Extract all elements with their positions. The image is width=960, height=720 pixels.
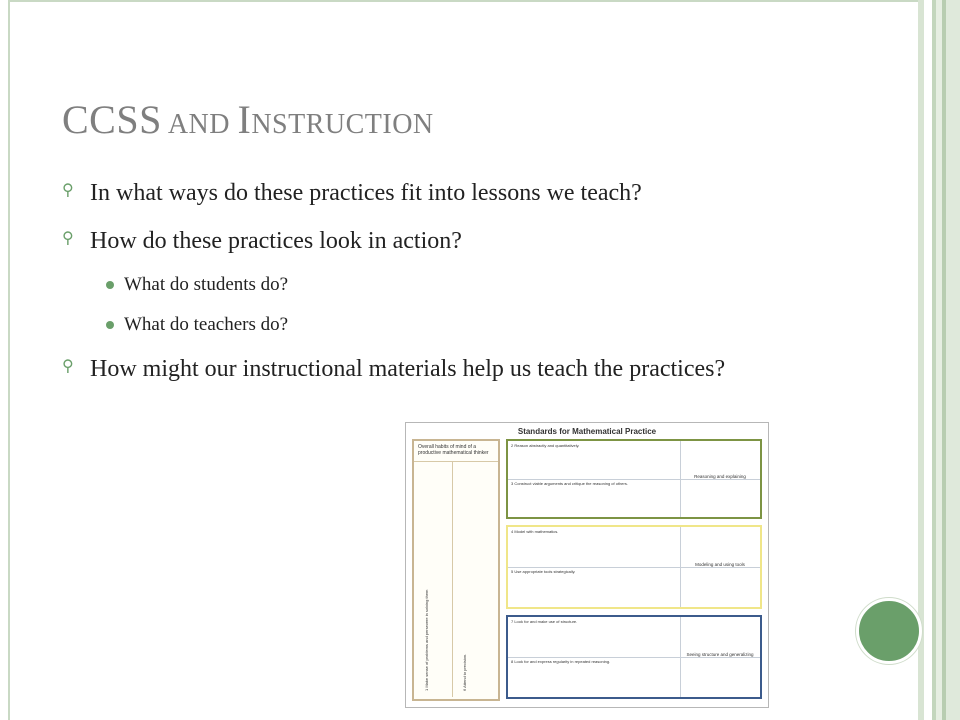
practice-item: 8 Look for and express regularity in repeated reasoning. [511, 658, 611, 664]
slide-left-border [8, 0, 10, 720]
habit-item: 6 Attend to precision. [462, 653, 467, 691]
practice-group [506, 525, 762, 609]
sub-bullet-item [62, 312, 802, 338]
group-label: Reasoning and explaining [694, 474, 746, 480]
divider [414, 461, 498, 462]
sub-bullet-text: What do teachers do? [124, 314, 289, 335]
habits-column [412, 439, 500, 701]
figure-title: Standards for Mathematical Practice [517, 427, 657, 436]
slide-title [62, 96, 434, 143]
bullet-marker-icon: ⚲ [62, 182, 74, 199]
title-part: CCSS [62, 97, 162, 142]
decor-circle [856, 598, 922, 664]
bullet-item [62, 224, 802, 258]
divider [452, 461, 453, 697]
sub-bullet-dot-icon [106, 281, 114, 289]
bullet-text: How might our instructional materials help us teach the practices? [90, 356, 726, 382]
title-part: NSTRUCTION [251, 109, 434, 140]
practice-group [506, 439, 762, 519]
group-label: Seeing structure and generalizing [686, 652, 754, 658]
sub-bullet-item [62, 272, 802, 298]
bullet-text: In what ways do these practices fit into lessons we teach? [90, 180, 642, 206]
divider [680, 441, 681, 517]
habit-item: 1 Make sense of problems and persevere in solving them [424, 589, 429, 691]
practice-item: 7 Look for and make use of structure. [511, 619, 578, 624]
sub-bullet-text: What do students do? [124, 274, 289, 295]
slide-top-border [8, 0, 920, 2]
bullet-item [62, 352, 802, 386]
decor-stripe [924, 0, 932, 720]
sub-bullet-dot-icon [106, 321, 114, 329]
bullet-item [62, 176, 802, 210]
title-part: I [237, 97, 252, 142]
group-label: Modeling and using tools [695, 562, 745, 568]
divider [680, 617, 681, 697]
bullet-text: How do these practices look in action? [90, 228, 462, 254]
title-part: AND [161, 109, 238, 140]
habits-heading: Overall habits of mind of a productive mathematical thinker [418, 444, 489, 456]
practice-item: 4 Model with mathematics. [511, 529, 559, 534]
bullet-list [62, 176, 802, 400]
bullet-marker-icon: ⚲ [62, 230, 74, 247]
practice-item: 5 Use appropriate tools strategically. [511, 568, 576, 574]
practices-figure [405, 422, 769, 708]
bullet-marker-icon: ⚲ [62, 358, 74, 375]
decor-stripe [946, 0, 960, 720]
practice-item: 2 Reason abstractly and quantitatively. [511, 443, 580, 448]
practice-group [506, 615, 762, 699]
divider [680, 527, 681, 607]
practice-item: 3 Construct viable arguments and critique the reasoning of others. [511, 480, 628, 486]
